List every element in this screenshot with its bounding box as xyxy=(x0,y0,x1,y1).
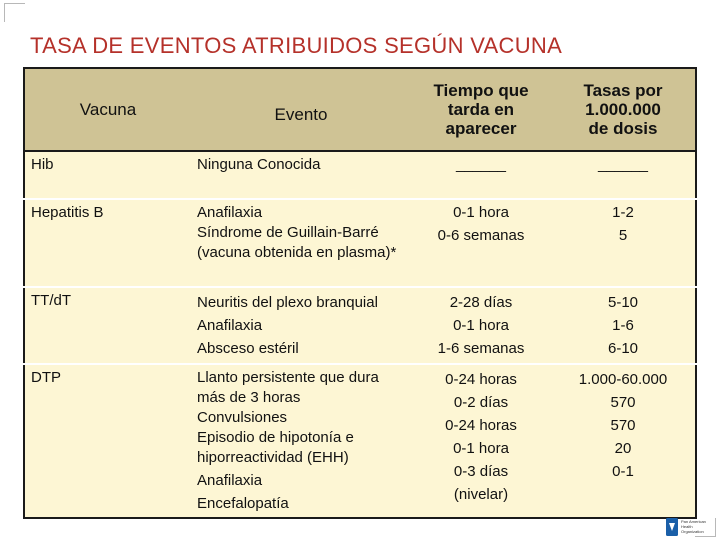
cell-vacuna: Hib xyxy=(24,151,191,199)
tiempo-line: ______ xyxy=(455,156,507,173)
evento-line: Neuritis del plexo branquial xyxy=(197,294,378,311)
table-row xyxy=(24,151,696,199)
tiempo-line: 0-1 hora xyxy=(453,317,509,334)
header-vacuna: Vacuna xyxy=(24,68,191,151)
tiempo-line: 0-1 hora xyxy=(453,204,509,221)
evento-line: Ninguna Conocida xyxy=(197,156,321,173)
cell-tasas xyxy=(551,364,696,518)
table-row xyxy=(24,199,696,287)
cell-tasas xyxy=(551,199,696,287)
cell-evento xyxy=(191,199,411,287)
table-header-row xyxy=(24,68,696,151)
cell-tiempo xyxy=(411,287,551,364)
cell-vacuna: Hepatitis B xyxy=(24,199,191,287)
evento-line: Encefalopatía xyxy=(197,495,289,512)
tiempo-line: 0-3 días xyxy=(453,463,509,480)
cell-evento xyxy=(191,287,411,364)
tiempo-line: 0-24 horas xyxy=(445,371,517,388)
header-tiempo-line: aparecer xyxy=(445,119,517,138)
header-tasas-line: Tasas por xyxy=(583,81,663,100)
evento-line: Anafilaxia xyxy=(197,317,263,334)
header-tiempo-line: Tiempo que xyxy=(433,81,529,100)
header-tasas xyxy=(551,68,696,151)
tasas-line: 0-1 xyxy=(612,463,634,480)
evento-line: Episodio de hipotonía e hiporreactividad (EHH) xyxy=(197,429,354,466)
tasas-line: 1-6 xyxy=(612,317,634,334)
evento-line: Anafilaxia xyxy=(197,472,263,489)
tasas-line: 570 xyxy=(610,417,636,434)
cell-tasas xyxy=(551,151,696,199)
header-tiempo-line: tarda en xyxy=(447,100,515,119)
header-tasas-line: de dosis xyxy=(588,119,658,138)
evento-line: Absceso estéril xyxy=(197,340,299,357)
tiempo-line: 0-2 días xyxy=(453,394,509,411)
tiempo-line: 0-24 horas xyxy=(445,417,517,434)
tasas-line: 5-10 xyxy=(607,294,639,311)
tasas-line: 20 xyxy=(614,440,632,457)
paho-logo-icon xyxy=(664,515,718,539)
tasas-line: ______ xyxy=(597,156,649,173)
tiempo-line: 0-6 semanas xyxy=(437,227,525,244)
cell-evento xyxy=(191,151,411,199)
header-evento: Evento xyxy=(191,68,411,151)
logo-text-line: Organization xyxy=(681,529,704,534)
evento-line: Anafilaxia xyxy=(197,204,263,221)
page-title: TASA DE EVENTOS ATRIBUIDOS SEGÚN VACUNA xyxy=(30,33,563,58)
cell-tiempo xyxy=(411,199,551,287)
cell-vacuna: TT/dT xyxy=(24,287,191,364)
frame-corner-top-left xyxy=(4,3,25,22)
cell-evento xyxy=(191,364,411,518)
tasas-line: 6-10 xyxy=(607,340,639,357)
cell-vacuna: DTP xyxy=(24,364,191,518)
tasas-line: 1.000-60.000 xyxy=(578,371,668,388)
cell-tiempo xyxy=(411,151,551,199)
table-row xyxy=(24,364,696,518)
header-tiempo xyxy=(411,68,551,151)
tiempo-line: 0-1 hora xyxy=(453,440,509,457)
vaccine-events-table xyxy=(23,67,697,519)
tasas-line: 570 xyxy=(610,394,636,411)
logo-text-line: Health xyxy=(681,524,693,529)
header-tasas-line: 1.000.000 xyxy=(585,100,661,119)
tiempo-line: 2-28 días xyxy=(449,294,513,311)
evento-line: Convulsiones xyxy=(197,409,288,426)
tiempo-line: (nivelar) xyxy=(453,486,509,503)
tiempo-line: 1-6 semanas xyxy=(437,340,525,357)
evento-line: Síndrome de Guillain-Barré (vacuna obtenida en plasma)* xyxy=(197,224,397,261)
cell-tasas xyxy=(551,287,696,364)
cell-tiempo xyxy=(411,364,551,518)
logo-text-line: Pan American xyxy=(681,519,706,524)
tasas-line: 1-2 xyxy=(612,204,634,221)
tasas-line: 5 xyxy=(618,227,628,244)
evento-line: Llanto persistente que dura más de 3 horas xyxy=(197,369,379,406)
table-row xyxy=(24,287,696,364)
